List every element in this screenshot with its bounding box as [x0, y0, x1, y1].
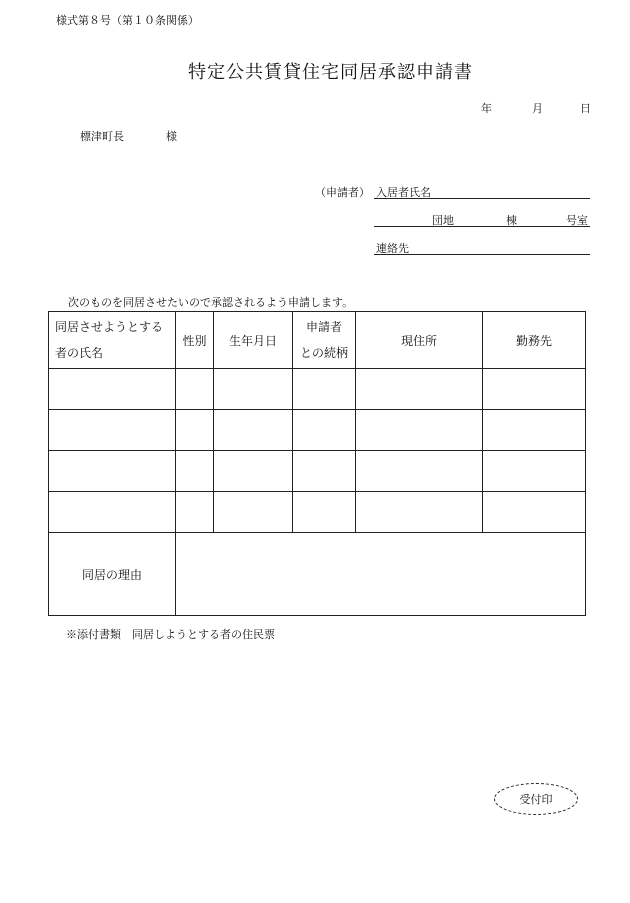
cell-gender[interactable] [176, 410, 214, 451]
addressee-honorific: 様 [166, 130, 177, 143]
header-address: 現住所 [356, 312, 483, 369]
cell-gender[interactable] [176, 451, 214, 492]
cohabitant-table [48, 311, 586, 616]
date-month-label: 月 [532, 102, 543, 115]
cell-address[interactable] [356, 410, 483, 451]
reception-stamp [494, 783, 578, 815]
page-title: 特定公共賃貸住宅同居承認申請書 [188, 62, 473, 83]
cell-workplace[interactable] [483, 451, 586, 492]
cell-name[interactable] [49, 492, 176, 533]
form-number: 様式第８号（第１０条関係） [56, 14, 199, 27]
date-day-label: 日 [580, 102, 591, 115]
intro-text: 次のものを同居させたいので承認されるよう申請します。 [68, 296, 354, 309]
reason-row [49, 533, 586, 616]
resident-name-line[interactable] [374, 198, 590, 199]
cell-birthdate[interactable] [214, 369, 293, 410]
header-relation: 申請者 との続柄 [293, 312, 356, 369]
cell-address[interactable] [356, 451, 483, 492]
cell-relation[interactable] [293, 369, 356, 410]
cell-workplace[interactable] [483, 492, 586, 533]
cell-gender[interactable] [176, 369, 214, 410]
cell-birthdate[interactable] [214, 451, 293, 492]
reason-field[interactable] [176, 533, 586, 616]
tou-label: 棟 [506, 214, 517, 227]
residence-line[interactable] [374, 226, 590, 227]
header-name: 同居させようとする 者の氏名 [49, 312, 176, 369]
contact-label: 連絡先 [376, 242, 409, 255]
cell-gender[interactable] [176, 492, 214, 533]
date-year-label: 年 [481, 102, 492, 115]
table-row [49, 492, 586, 533]
table-header-row [49, 312, 586, 369]
cell-birthdate[interactable] [214, 410, 293, 451]
cell-name[interactable] [49, 451, 176, 492]
header-birthdate: 生年月日 [214, 312, 293, 369]
header-gender: 性別 [176, 312, 214, 369]
danchi-label: 団地 [432, 214, 454, 227]
addressee-name: 標津町長 [80, 130, 124, 143]
header-workplace: 勤務先 [483, 312, 586, 369]
cell-address[interactable] [356, 369, 483, 410]
table-row [49, 410, 586, 451]
contact-line[interactable] [374, 254, 590, 255]
cell-relation[interactable] [293, 410, 356, 451]
goushitsu-label: 号室 [566, 214, 588, 227]
cell-relation[interactable] [293, 492, 356, 533]
cell-name[interactable] [49, 369, 176, 410]
cell-address[interactable] [356, 492, 483, 533]
attachment-note: ※添付書類 同居しようとする者の住民票 [66, 628, 275, 641]
table-row [49, 451, 586, 492]
cell-name[interactable] [49, 410, 176, 451]
table-row [49, 369, 586, 410]
cell-birthdate[interactable] [214, 492, 293, 533]
cell-workplace[interactable] [483, 369, 586, 410]
reason-label: 同居の理由 [49, 533, 176, 616]
applicant-label: （申請者） [315, 186, 370, 199]
stamp-label: 受付印 [519, 793, 553, 806]
resident-name-label: 入居者氏名 [376, 186, 431, 199]
cell-workplace[interactable] [483, 410, 586, 451]
cell-relation[interactable] [293, 451, 356, 492]
